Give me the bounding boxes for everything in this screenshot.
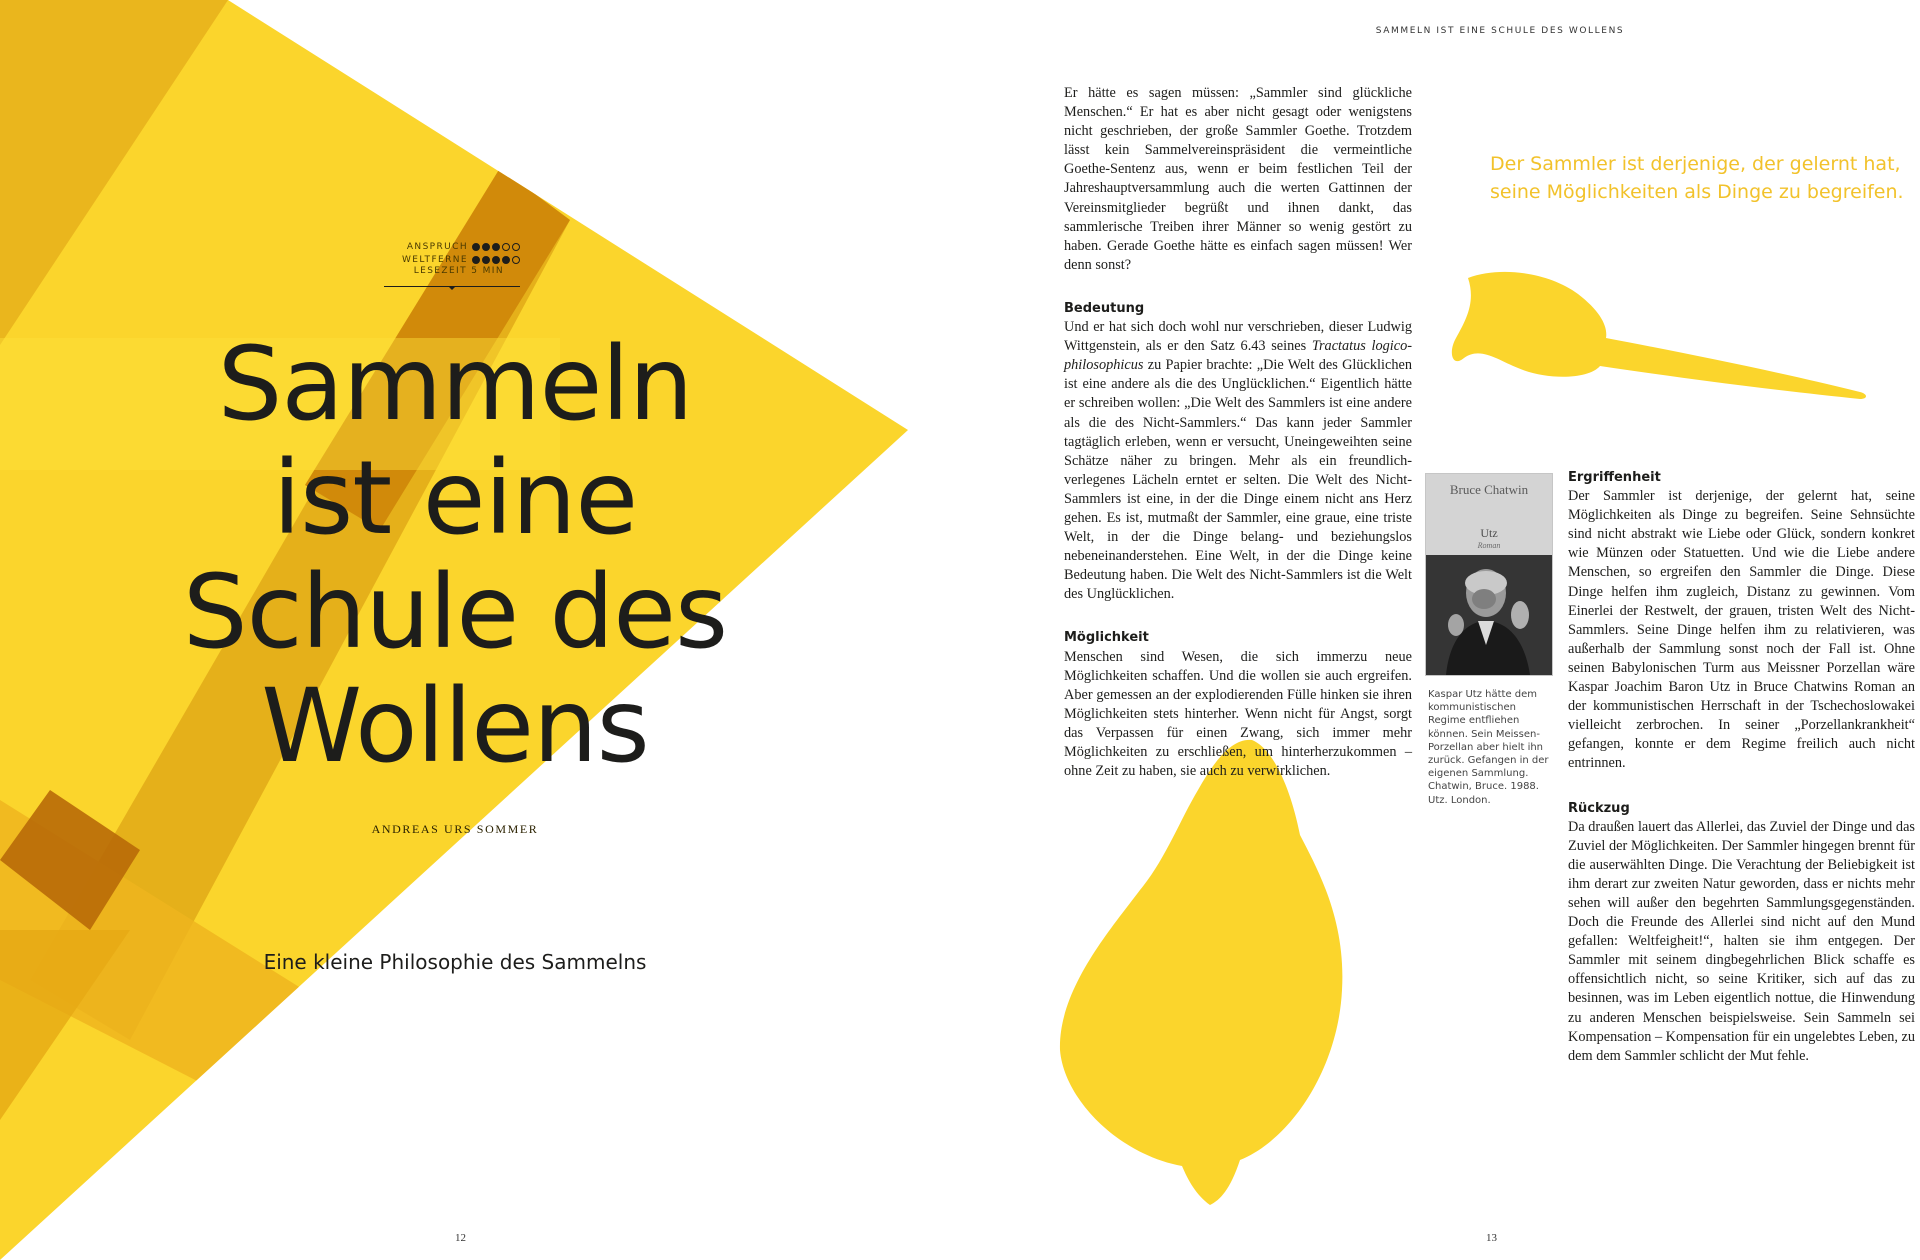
rating-box [384, 240, 520, 279]
title-line: Schule des [182, 553, 728, 672]
rating-dot-filled [482, 256, 490, 264]
rating-label: WELTFERNE [402, 254, 468, 265]
running-head: SAMMELN IST EINE SCHULE DES WOLLENS [1375, 26, 1625, 36]
rating-dots [472, 243, 520, 251]
rating-anspruch [384, 240, 520, 253]
paragraph-rueckzug: Da draußen lauert das Allerlei, das Zuviel der Dinge und das Zuviel der Möglichkeiten. Der Sammler hingegen brennt für die auserwählten Dinge. Die Verachtung der Beliebigkeit ist ihm derart zur zweiten Natur geworden, dass er nichts mehr sehen will außer den begehrten Sammlungsgegenständen. Doch die Freunde des Allerlei sind nicht auf den Mund gefallen: Weltfeigheit!“, halten sie ihm entgegen. Der Sammler mit seinem dingbegehrlichen Blick schaffe es offensichtlich nicht, so seine Kritiker, sich auf das zu besinnen, was im Leben eigentlich nottue, die Hinwendung zu anderen Menschen beispielsweise. Sein Sammeln sei Kompensation – Kompensation für ein ungelebtes Leben, zu dem dem Sammler schlicht der Mut fehle. [1568, 818, 1916, 1064]
rating-dots [472, 256, 520, 264]
book-cover-author: Bruce Chatwin [1449, 482, 1529, 497]
section-heading-bedeutung: Bedeutung [1064, 300, 1145, 316]
title-line: Sammeln [217, 325, 693, 444]
rating-dot-filled [492, 256, 500, 264]
book-cover-title: Utz [1480, 526, 1498, 540]
rating-dot-filled [492, 243, 500, 251]
rating-dot-empty [512, 256, 520, 264]
page-number-right: 13 [1486, 1232, 1497, 1244]
lemon-silhouette-icon [1060, 740, 1342, 1205]
rating-dot-empty [512, 243, 520, 251]
author-portrait-photo [1426, 555, 1552, 675]
pull-quote: Der Sammler ist derjenige, der gelernt hat, seine Möglichkeiten als Dinge zu begreifen. [1490, 153, 1904, 203]
section-heading-moeglichkeit: Möglichkeit [1064, 630, 1149, 646]
book-cover-image [1425, 473, 1553, 676]
title-line: Wollens [261, 667, 649, 786]
rating-dot-filled [472, 243, 480, 251]
dart-silhouette-icon [1452, 272, 1866, 399]
book-cover-subtitle: Roman [1477, 541, 1501, 550]
article-subtitle: Eine kleine Philosophie des Sammelns [263, 950, 647, 974]
author-byline: ANDREAS URS SOMMER [371, 822, 539, 836]
rating-dot-filled [502, 256, 510, 264]
text-column-right [1568, 468, 1915, 1066]
rating-dot-empty [502, 243, 510, 251]
page-number-left: 12 [455, 1232, 466, 1244]
image-caption: Kaspar Utz hätte dem kommunistischen Regime entfliehen können. Sein Meissen-Porzellan aber hielt ihn zurück. Gefangen in der eigenen Sammlung. Chatwin, Bruce. 1988. Utz. London. [1428, 689, 1549, 806]
reading-time: LESEZEIT 5 MIN [413, 266, 504, 276]
rating-label: ANSPRUCH [406, 241, 468, 252]
rating-weltferne [384, 253, 520, 266]
rating-divider [384, 286, 520, 287]
book-title-italic: Tractatus logico-philosophicus [1064, 338, 1412, 374]
title-line: ist eine [272, 439, 638, 558]
paragraph-bedeutung: Und er hat sich doch wohl nur verschrieben, dieser Ludwig Wittgenstein, als er den Satz 6.43 seines Tractatus logico-philosophicus zu Papier brachte: „Die Welt des Glücklichen ist eine andere als die des Unglücklichen.“ Eigentlich hätte er schreiben wollen: „Die Welt des Sammlers ist eine andere als die des Nicht-Sammlers.“ Das kann jeder Sammler tagtäglich erleben, wenn er versucht, Uneingeweihten seine Schätze näher zu bringen. Mehr als ein freundlich-verlegenes Lächeln erntet er selten. Die Welt des Nicht-Sammlers ist eine, in der die Dinge einem nicht ans Herz gehen. Es ist, mutmaßt der Sammler, eine graue, eine triste Welt, in der die Dinge belang- und beziehungslos nebeneinanderstehen. Eine Welt, in der die Dinge keine Bedeutung haben. Die Welt des Nicht-Sammlers ist die Welt des Unglücklichen. [1064, 319, 1412, 603]
section-heading-rueckzug: Rückzug [1568, 800, 1630, 816]
rating-dot-filled [472, 256, 480, 264]
rating-dot-filled [482, 243, 490, 251]
paragraph-ergriffenheit: Der Sammler ist derjenige, der gelernt hat, seine Möglichkeiten als Dinge zu begreifen. Seine Sehnsüchte sind nicht abstrakt wie Liebe oder Glück, sondern konkret wie Münzen oder Statuetten. Und wie die Liebe andere Menschen, so ergreifen den Sammler die Dinge. Diese Dinge helfen ihm zugleich, Distanz zu gewinnen. Vom Einerlei der Restwelt, der grauen, tristen Welt des Nicht-Sammlers. Seine Dinge helfen ihm zu relativieren, was außerhalb der Sammlung sonst noch der Fall ist. Ohne seinen Babylonischen Turm aus Meissner Porzellan wäre Kaspar Joachim Baron Utz in Bruce Chatwins Roman an der kommunistischen Herrschaft in der Tschechoslowakei vielleicht zerbrochen. In seiner „Porzellankrankheit“ gefangen, konnte er dem Regime freilich auch nicht entrinnen. [1568, 488, 1915, 772]
article-title [100, 325, 810, 786]
intro-paragraph: Er hätte es sagen müssen: „Sammler sind glückliche Menschen.“ Er hat es aber nicht gesagt oder wenigstens nicht geschrieben, der große Sammler Goethe. Trotzdem lässt kein Sammelvereinspräsident die vermeintliche Goethe-Sentenz aus, wenn er beim festlichen Teil der Jahreshauptversammlung auch die werten Gattinnen der Vereinsmitglieder begrüßt und ihnen dankt, das sammlerische Treiben ihrer Männer so wenig gestört zu haben. Gerade Goethe hätte es einfach sagen müssen! Wer denn sonst? [1064, 85, 1412, 273]
section-heading-ergriffenheit: Ergriffenheit [1568, 470, 1661, 485]
paragraph-moeglichkeit: Menschen sind Wesen, die sich immerzu neue Möglichkeiten schaffen. Und die wollen sie auch ergreifen. Aber gemessen an der explodierenden Fülle hinken sie ihren Möglichkeiten stets hinterher. Wenn nicht für Angst, sorgt das Verpassen für einen Zwang, sich immer mehr Möglichkeiten zu erschließen, um hinterherzukommen – ohne Zeit zu haben, sie auch zu verwirklichen. [1064, 648, 1412, 780]
text-column-left [1064, 84, 1412, 781]
